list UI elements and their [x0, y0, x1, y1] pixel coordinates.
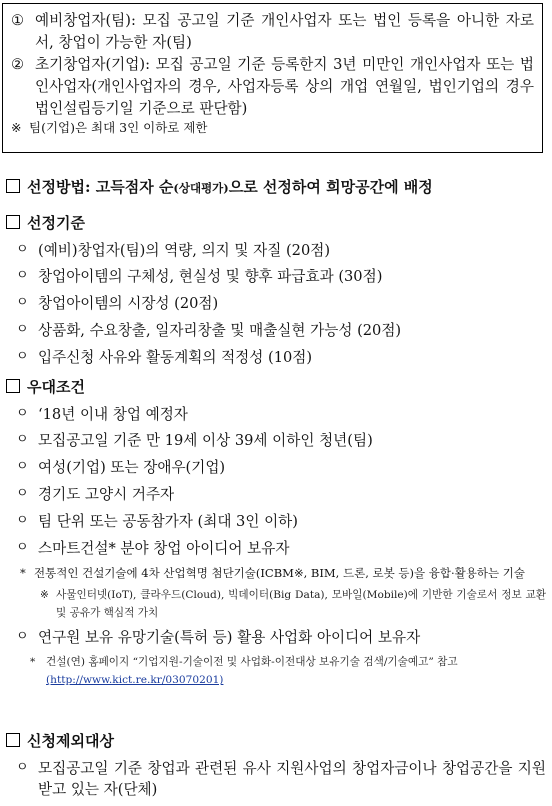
item-text: 연구원 보유 유망기술(특허 등) 활용 사업화 아이디어 보유자: [38, 629, 421, 647]
exclusion-heading: [6, 730, 546, 753]
list-item: [6, 484, 546, 506]
item-text: ‘18년 이내 창업 예정자: [38, 405, 188, 423]
row-text: 예비창업자(팀): 모집 공고일 기준 개인사업자 또는 법인 등록을 아니한 자로서, 창업이 가능한 자(팀): [35, 12, 534, 51]
list-item: [6, 511, 546, 533]
heading-small-text: (상대평가): [173, 181, 229, 195]
bullet-icon: ㅇ: [16, 486, 29, 502]
bullet-icon: ㅇ: [16, 759, 29, 775]
list-item: [6, 758, 546, 802]
footnote-tech-transfer: [6, 653, 546, 689]
box-note: [11, 119, 534, 138]
list-item: [6, 404, 546, 426]
item-text: 모집공고일 기준 창업과 관련된 유사 지원사업의 창업자금이나 창업공간을 지원받고 있는 자(단체): [38, 759, 546, 799]
item-text: 창업아이템의 구체성, 현실성 및 향후 파급효과 (30점): [38, 268, 383, 286]
criteria-section: [6, 212, 546, 369]
checkbox-square-icon: [6, 733, 20, 747]
heading-text: 선정방법: 고득점자 순: [27, 178, 174, 196]
bullet-icon: ㅇ: [16, 405, 29, 421]
checkbox-square-icon: [6, 179, 20, 193]
bullet-icon: ㅇ: [16, 513, 29, 529]
box-row-early-founder: [11, 54, 534, 120]
bullet-icon: ㅇ: [16, 539, 29, 555]
checkbox-square-icon: [6, 215, 20, 229]
item-text: 모집공고일 기준 만 19세 이상 39세 이하인 청년(팀): [38, 432, 373, 450]
heading-text: 선정기준: [27, 214, 85, 232]
list-item: [6, 457, 546, 479]
bullet-icon: ㅇ: [16, 295, 29, 311]
item-text: 상품화, 수요창출, 일자리창출 및 매출실현 가능성 (20점): [38, 322, 402, 340]
bullet-icon: ㅇ: [16, 349, 29, 365]
selection-method-section: [6, 176, 546, 199]
preference-heading: [6, 376, 546, 399]
eligibility-box: [2, 3, 543, 153]
heading-text: 으로 선정하여 희망공간에 배정: [228, 178, 433, 196]
footnote-marker: *: [20, 565, 26, 580]
heading-text: 우대조건: [27, 378, 85, 396]
item-text: 팀 단위 또는 공동참가자 (최대 3인 이하): [38, 513, 298, 531]
row-text: 초기창업자(기업): 모집 공고일 기준 등록한지 3년 미만인 개인사업자 또는 법인사업자(개인사업자의 경우, 사업자등록 상의 개업 연월일, 법인기업의 경우 법인설립등기일 기준으로 판단함): [35, 55, 534, 117]
footnote-text: 사물인터넷(IoT), 클라우드(Cloud), 빅데이터(Big Data), 모바일(Mobile)에 기반한 기술로서 정보 교환 및 공유가 핵심적 가치: [56, 589, 546, 620]
note-marker: ※: [11, 120, 22, 136]
bullet-icon: ㅇ: [16, 432, 29, 448]
footnote-marker: ※: [40, 589, 49, 602]
item-text: 창업아이템의 시장성 (20점): [38, 295, 219, 313]
list-item: [6, 293, 546, 315]
bullet-icon: ㅇ: [16, 629, 29, 645]
footnote-icbm: [6, 586, 546, 622]
footnote-text: 건설(연) 홈페이지 “기업지원-기술이전 및 사업화-이전대상 보유기술 검색/기술예고” 참고: [46, 656, 458, 669]
bullet-icon: ㅇ: [16, 241, 29, 257]
footnote-text: 전통적인 건설기술에 4차 산업혁명 첨단기술(ICBM※, BIM, 드론, 로봇 등)을 융합·활용하는 기술: [34, 565, 525, 580]
list-item: [6, 430, 546, 452]
list-item: [6, 538, 546, 560]
item-text: (예비)창업자(팀)의 역량, 의지 및 자질 (20점): [38, 241, 331, 259]
heading-text: 신청제외대상: [27, 732, 114, 750]
criteria-heading: [6, 212, 546, 235]
list-item: [6, 266, 546, 288]
note-text: 팀(기업)은 최대 3인 이하로 제한: [29, 120, 208, 136]
list-item: [6, 240, 546, 262]
item-text: 경기도 고양시 거주자: [38, 486, 175, 504]
bullet-icon: ㅇ: [16, 322, 29, 338]
kict-link[interactable]: (http://www.kict.re.kr/03070201): [46, 674, 224, 687]
footnote-marker: *: [30, 656, 36, 669]
exclusion-section: [6, 730, 546, 801]
bullet-icon: ㅇ: [16, 459, 29, 475]
item-text: 여성(기업) 또는 장애우(기업): [38, 459, 226, 477]
list-item: [6, 320, 546, 342]
list-item: [6, 347, 546, 369]
bullet-icon: ㅇ: [16, 268, 29, 284]
row-marker: ①: [11, 12, 25, 29]
row-marker: ②: [11, 55, 25, 73]
box-row-pre-founder: [11, 10, 534, 54]
footnote-smart-construction: [6, 564, 546, 582]
selection-method-heading: [6, 176, 546, 199]
preference-section: [6, 376, 546, 689]
checkbox-square-icon: [6, 379, 20, 393]
item-text: 스마트건설* 분야 창업 아이디어 보유자: [38, 539, 290, 557]
list-item: [6, 627, 546, 649]
item-text: 입주신청 사유와 활동계획의 적정성 (10점): [38, 349, 313, 367]
